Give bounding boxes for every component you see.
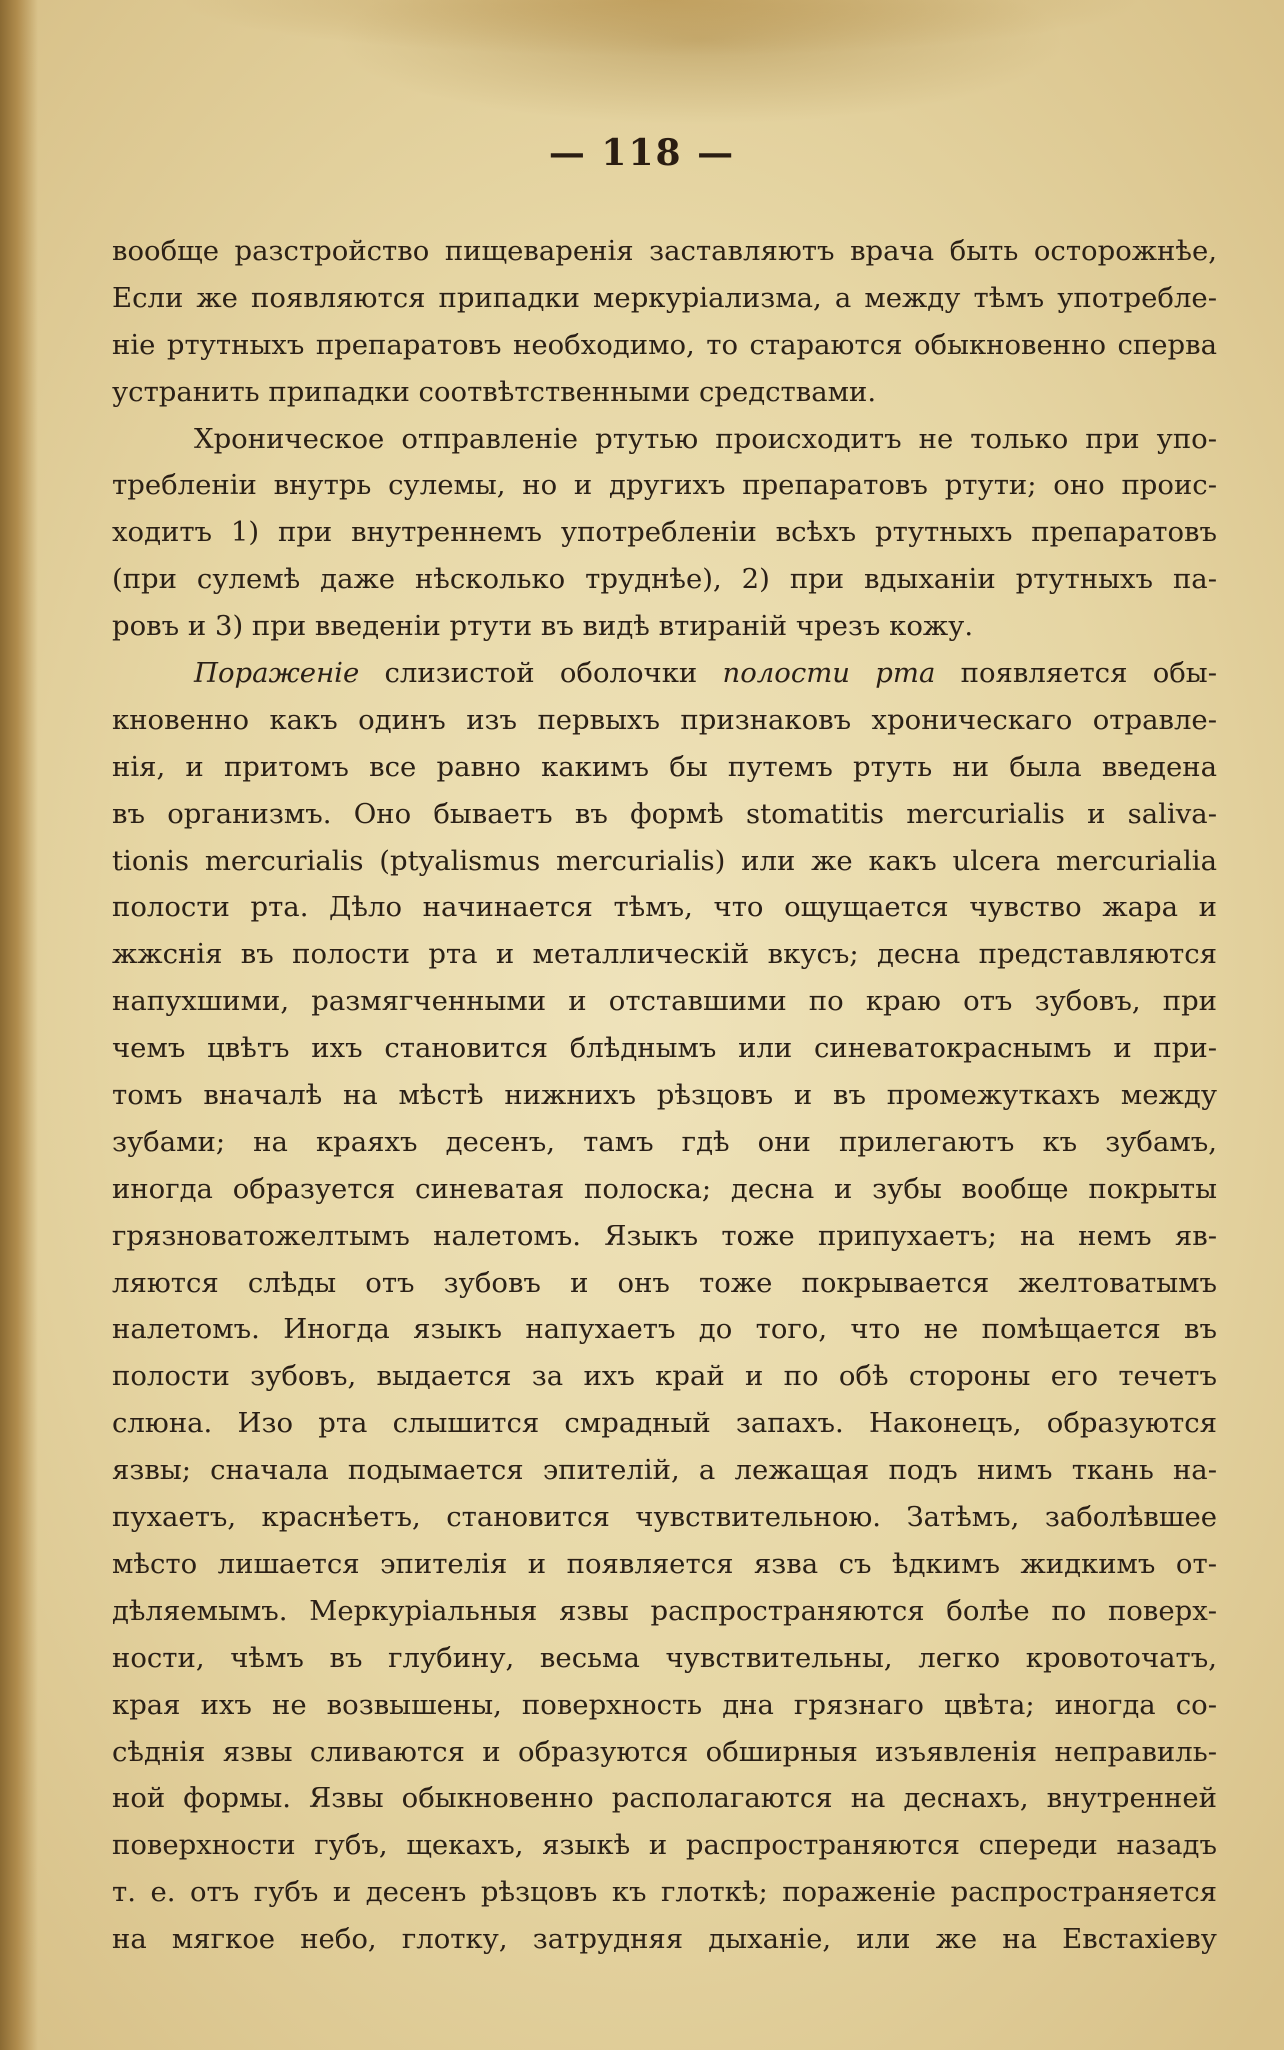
text-line: треблeніи внутрь сулемы, но и другихъ препаратовъ ртути; оно проис-: [112, 469, 1217, 502]
text-line: tionis mercurialis (ptyalismus mercurialis) или же какъ ulcera mercurialia: [112, 844, 1217, 877]
text-line: ніе ртутныхъ препаратовъ необходимо, то стараются обыкновенно сперва: [112, 328, 1217, 361]
text-line: иногда образуется синеватая полоска; десна и зубы вообще покрыты: [112, 1172, 1217, 1205]
text-fragment: появляется обы-: [935, 657, 1217, 690]
text-line: Если же появляются припадки меркуріализма, а между тѣмъ употребле-: [112, 281, 1217, 314]
text-line: полости рта. Дѣло начинается тѣмъ, что ощущается чувство жара и: [112, 891, 1217, 924]
text-line: томъ вначалѣ на мѣстѣ нижнихъ рѣзцовъ и въ промежуткахъ между: [112, 1079, 1217, 1112]
italic-term: полости рта: [722, 657, 936, 690]
text-line: слюна. Изо рта слышится смрадный запахъ. Наконецъ, образуются: [112, 1407, 1217, 1440]
text-line: пухаетъ, краснѣетъ, становится чувствительною. Затѣмъ, заболѣвшее: [112, 1501, 1217, 1534]
text-line: ровъ и 3) при введеніи ртути въ видѣ втираній чрезъ кожу.: [112, 610, 974, 643]
text-line: полости зубовъ, выдается за ихъ край и по обѣ стороны его течетъ: [112, 1360, 1217, 1393]
text-line: поверхности губъ, щекахъ, языкѣ и распространяются спереди назадъ: [112, 1829, 1217, 1862]
text-line: ности, чѣмъ въ глубину, весьма чувствительны, легко кровоточатъ,: [112, 1641, 1217, 1674]
text-line: на мягкое небо, глотку, затрудняя дыханіе, или же на Евстахіеву: [112, 1923, 1217, 1956]
text-line: вообще разстройство пищеваренія заставляютъ врача быть осторожнѣе,: [112, 235, 1217, 267]
text-line: зубами; на краяхъ десенъ, тамъ гдѣ они прилегаютъ къ зубамъ,: [112, 1125, 1217, 1158]
text-line: ной формы. Язвы обыкновенно располагаются на деснахъ, внутренней: [112, 1782, 1217, 1815]
text-line: дѣляемымъ. Меркуріальныя язвы распространяются болѣе по поверх-: [112, 1594, 1217, 1627]
text-line: Хроническое отправленіе ртутью происходитъ не только при упо-: [194, 422, 1217, 455]
page-binding-edge: [0, 0, 38, 2050]
water-stain: [60, 0, 1260, 90]
text-line: кновенно какъ одинъ изъ первыхъ признаковъ хроническаго отравле-: [112, 703, 1217, 736]
text-line: устранить припадки соотвѣтственными средствами.: [112, 375, 877, 408]
text-line: ходитъ 1) при внутреннемъ употребленіи всѣхъ ртутныхъ препаратовъ: [112, 516, 1217, 549]
italic-term: Пораженіе: [194, 657, 360, 690]
text-line: края ихъ не возвышены, поверхность дна грязнаго цвѣта; иногда со-: [112, 1688, 1217, 1721]
text-line: грязноватожелтымъ налетомъ. Языкъ тоже припухаетъ; на немъ яв-: [112, 1219, 1217, 1252]
text-line: налетомъ. Иногда языкъ напухаетъ до того, что не помѣщается въ: [112, 1313, 1217, 1346]
text-fragment: слизистой оболочки: [359, 657, 723, 690]
text-line: т. е. отъ губъ и десенъ рѣзцовъ къ глоткѣ; пораженіе распространяется: [112, 1876, 1217, 1909]
text-line: напухшими, размягченными и отставшими по краю отъ зубовъ, при: [112, 985, 1217, 1018]
text-line: жжснія въ полости рта и металлическій вкусъ; десна представляются: [112, 938, 1217, 971]
body-text: [112, 228, 1217, 1963]
text-line: [112, 650, 1217, 697]
text-line: (при сулемѣ даже нѣсколько труднѣе), 2) при вдыханіи ртутныхъ па-: [112, 563, 1217, 596]
text-line: сѣднія язвы сливаются и образуются обширныя изъявленія неправиль-: [112, 1735, 1217, 1768]
text-line: язвы; сначала подымается эпителій, а лежащая подъ нимъ ткань на-: [112, 1454, 1217, 1487]
text-line: чемъ цвѣтъ ихъ становится блѣднымъ или синеватокраснымъ и при-: [112, 1032, 1217, 1065]
page-number: — 118 —: [548, 132, 736, 174]
text-line: ляются слѣды отъ зубовъ и онъ тоже покрывается желтоватымъ: [112, 1266, 1217, 1299]
text-line: мѣсто лишается эпителія и появляется язва съ ѣдкимъ жидкимъ от-: [112, 1547, 1217, 1580]
text-line: нія, и притомъ все равно какимъ бы путемъ ртуть ни была введена: [112, 750, 1217, 783]
text-line: въ организмъ. Оно бываетъ въ формѣ stomatitis mercurialis и saliva-: [112, 797, 1217, 830]
